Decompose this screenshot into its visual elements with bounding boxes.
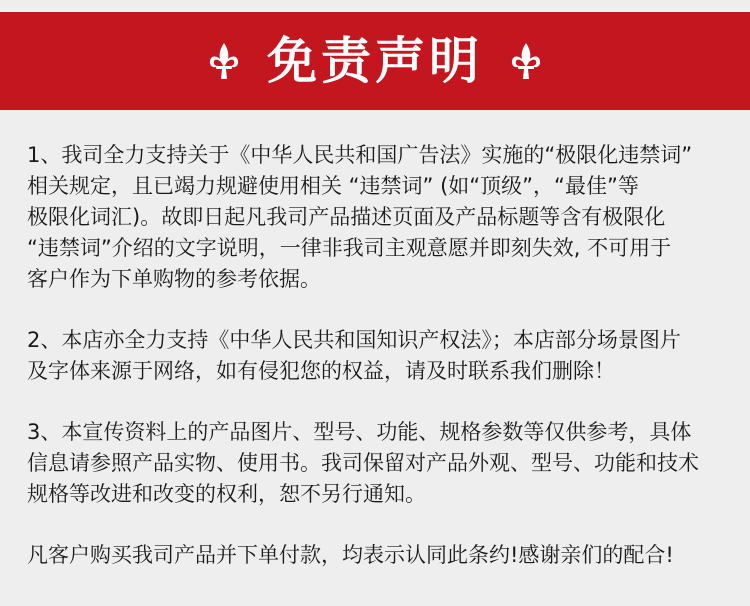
paragraph-line: 1、我司全力支持关于《中华人民共和国广告法》实施的“极限化违禁词” bbox=[27, 143, 693, 167]
paragraph-line: 客户作为下单购物的参考依据。 bbox=[27, 267, 321, 291]
paragraph-spacer bbox=[27, 295, 727, 325]
paragraph-line: 极限化词汇)。故即日起凡我司产品描述页面及产品标题等含有极限化 bbox=[27, 205, 666, 229]
page-title: 免责声明 bbox=[267, 32, 483, 90]
paragraph-spacer bbox=[27, 510, 727, 540]
paragraph-2 bbox=[27, 325, 727, 387]
paragraph-spacer bbox=[27, 387, 727, 417]
fleur-de-lis-icon bbox=[509, 41, 543, 81]
header-banner bbox=[0, 12, 750, 110]
paragraph-1 bbox=[27, 140, 727, 295]
paragraph-line: 凡客户购买我司产品并下单付款，均表示认同此条约!感谢亲们的配合! bbox=[27, 543, 674, 567]
paragraph-line: “违禁词”介绍的文字说明，一律非我司主观意愿并即刻失效, 不可用于 bbox=[27, 236, 672, 260]
fleur-de-lis-icon bbox=[207, 41, 241, 81]
paragraph-3 bbox=[27, 417, 727, 510]
paragraph-line: 及字体来源于网络，如有侵犯您的权益，请及时联系我们删除！ bbox=[27, 359, 615, 383]
paragraph-4 bbox=[27, 540, 727, 571]
disclaimer-body bbox=[27, 140, 727, 571]
paragraph-line: 2、本店亦全力支持《中华人民共和国知识产权法》；本店部分场景图片 bbox=[27, 328, 681, 352]
paragraph-line: 3、本宣传资料上的产品图片、型号、功能、规格参数等仅供参考，具体 bbox=[27, 420, 692, 444]
paragraph-line: 信息请参照产品实物、使用书。我司保留对产品外观、型号、功能和技术 bbox=[27, 451, 699, 475]
paragraph-line: 相关规定，且已竭力规避使用相关 “违禁词” (如“顶级”，“最佳”等 bbox=[27, 174, 639, 198]
paragraph-line: 规格等改进和改变的权利，恕不另行通知。 bbox=[27, 482, 426, 506]
